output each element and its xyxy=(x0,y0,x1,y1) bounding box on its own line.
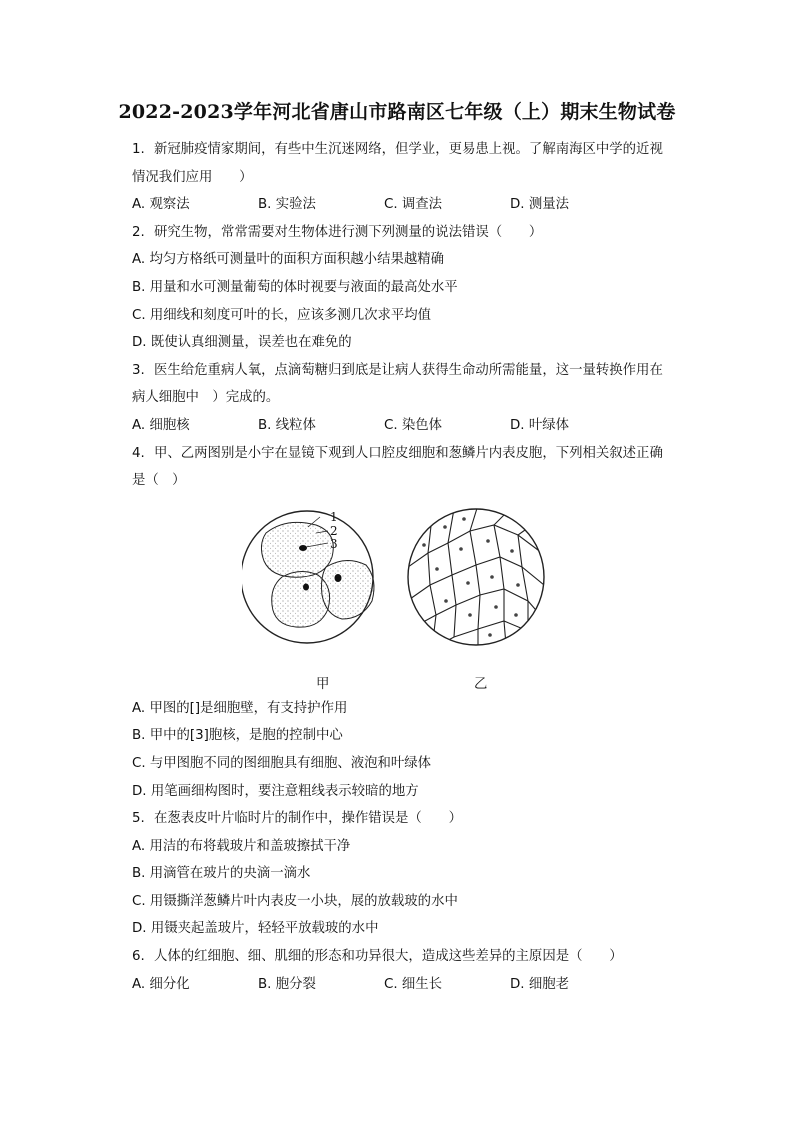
question-text: 新冠肺疫情家期间，有些中生沉迷网络，但学业，更易患上视。了解南海区中学的近视 xyxy=(154,142,663,157)
question-4-line-2: 是（ ） xyxy=(132,473,186,489)
question-text: 医生给危重病人氧，点滴萄糖归到底是让病人获得生命动所需能量，这一量转换作用在 xyxy=(154,362,663,378)
option-b[interactable]: B. 甲中的[3]胞核，是胞的控制中心 xyxy=(132,728,343,744)
question-text: 在葱表皮叶片临时片的制作中，操作错误是（ ） xyxy=(154,811,462,827)
option-c[interactable]: C. 与甲图胞不同的图细胞具有细胞、液泡和叶绿体 xyxy=(132,755,432,771)
option-b[interactable]: B. 用量和水可测量葡萄的体时视要与液面的最高处水平 xyxy=(132,279,458,295)
question-4-line-1 xyxy=(132,440,692,468)
onion-cell-view xyxy=(408,505,546,649)
option-d[interactable]: D. 叶绿体 xyxy=(510,417,569,433)
option-b[interactable]: B. 实验法 xyxy=(258,197,316,213)
option-c[interactable]: C. 用细线和刻度可叶的长，应该多测几次求平均值 xyxy=(132,307,432,323)
question-3-options xyxy=(132,412,692,440)
option-d[interactable]: D. 用镊夹起盖玻片，轻轻平放载玻的水中 xyxy=(132,921,379,937)
microscope-views-diagram xyxy=(242,495,552,671)
question-number: 6. xyxy=(132,949,145,965)
option-d[interactable]: D. 细胞老 xyxy=(510,976,569,992)
question-number: 2. xyxy=(132,224,145,240)
question-text: 人体的红细胞、细、肌细的形态和功异很大，造成这些差异的主原因是（ ） xyxy=(154,949,623,965)
page-title: 2022-2023学年河北省唐山市路南区七年级（上）期末生物试卷 xyxy=(118,101,676,123)
question-text: 甲、乙两图别是小宇在显镜下观到人口腔皮细胞和葱鳞片内表皮胞，下列相关叙述正确 xyxy=(154,445,663,461)
option-d[interactable]: D. 测量法 xyxy=(510,197,569,213)
option-d[interactable]: D. 既使认真细测量，误差也在难免的 xyxy=(132,335,352,351)
question-1-options xyxy=(132,191,692,219)
option-b[interactable]: B. 胞分裂 xyxy=(258,976,316,992)
option-c[interactable]: C. 用镊撕洋葱鳞片叶内表皮一小块，展的放载玻的水中 xyxy=(132,893,458,909)
question-6-line-1 xyxy=(132,943,692,971)
option-c[interactable]: C. 细生长 xyxy=(384,976,443,992)
cell-figure xyxy=(132,495,692,695)
question-1-line-1 xyxy=(132,136,692,164)
question-number: 5. xyxy=(132,811,145,827)
caption-jia: 甲 xyxy=(316,676,330,692)
question-6-options xyxy=(132,971,692,999)
option-a[interactable]: A. 用洁的布将载玻片和盖玻擦拭干净 xyxy=(132,838,351,854)
question-5-line-1 xyxy=(132,805,692,833)
question-3-line-2: 病人细胞中 ）完成的。 xyxy=(132,390,280,406)
question-1-line-2: 情况我们应用 ） xyxy=(132,169,253,185)
question-3-line-1 xyxy=(132,357,692,385)
question-2-line-1 xyxy=(132,219,692,247)
label-1: 1 xyxy=(330,509,338,524)
option-a[interactable]: A. 甲图的[]是细胞壁，有支持护作用 xyxy=(132,700,348,716)
caption-yi: 乙 xyxy=(474,676,488,692)
option-a[interactable]: A. 细胞核 xyxy=(132,417,190,433)
label-3: 3 xyxy=(330,536,338,551)
option-a[interactable]: A. 均匀方格纸可测量叶的面积方面积越小结果越精确 xyxy=(132,252,445,268)
option-c[interactable]: C. 调查法 xyxy=(384,197,443,213)
cheek-cell-view xyxy=(242,510,374,643)
question-number: 4. xyxy=(132,445,145,461)
option-a[interactable]: A. 观察法 xyxy=(132,197,190,213)
option-a[interactable]: A. 细分化 xyxy=(132,976,190,992)
question-number: 3. xyxy=(132,362,145,378)
label-2: 2 xyxy=(330,523,338,538)
option-c[interactable]: C. 染色体 xyxy=(384,417,443,433)
question-number: 1. xyxy=(132,142,145,157)
question-list xyxy=(132,136,692,998)
option-b[interactable]: B. 线粒体 xyxy=(258,417,316,433)
option-d[interactable]: D. 用笔画细构图时，要注意粗线表示较暗的地方 xyxy=(132,783,419,799)
question-text: 研究生物，常常需要对生物体进行测下列测量的说法错误（ ） xyxy=(154,224,543,240)
option-b[interactable]: B. 用滴管在玻片的央滴一滴水 xyxy=(132,866,311,882)
